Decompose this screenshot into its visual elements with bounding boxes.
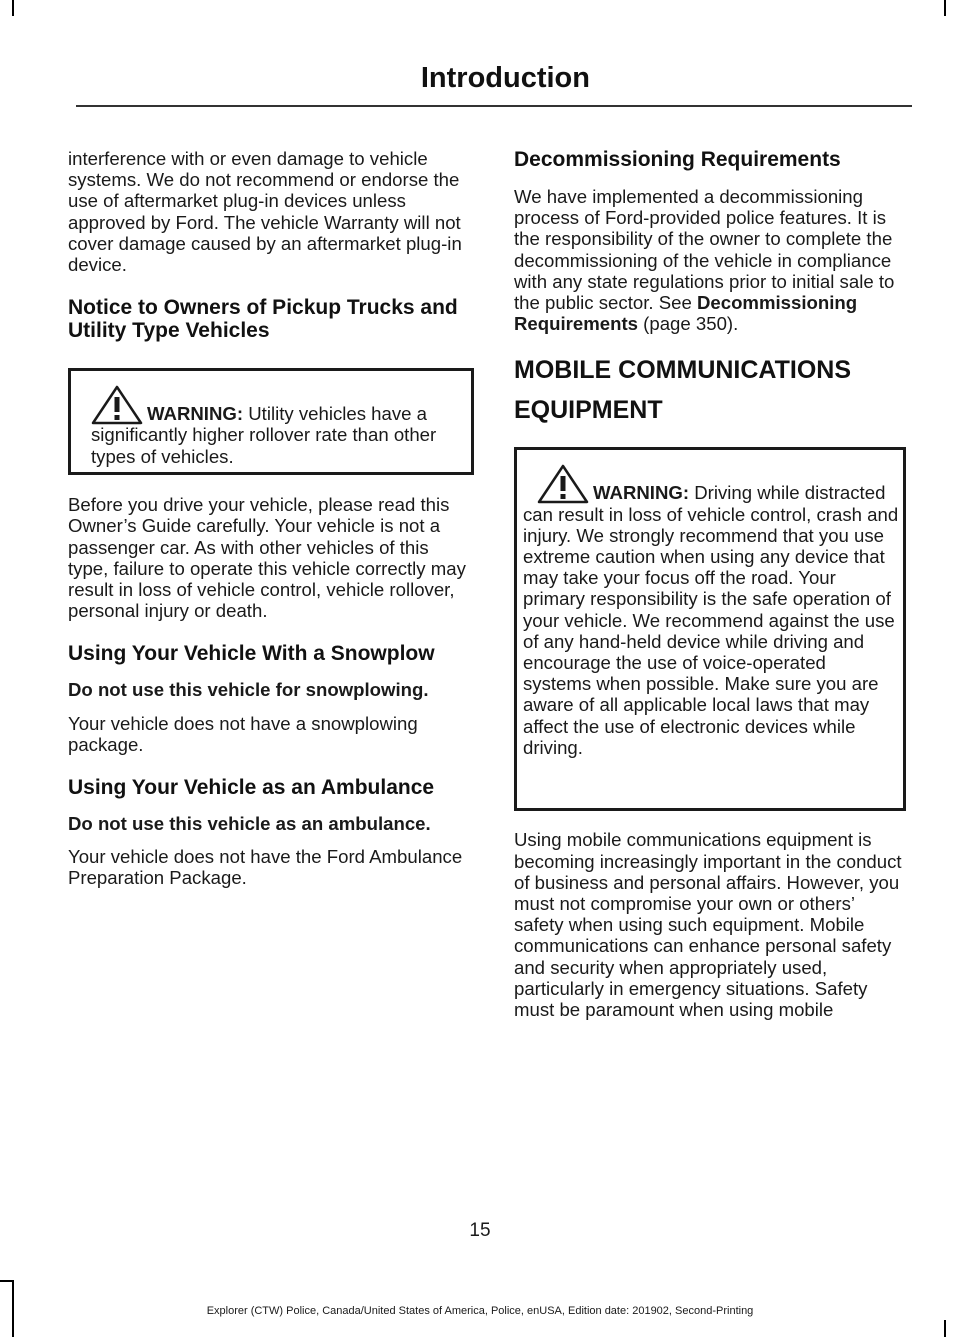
snowplow-subhead: Do not use this vehicle for snowplowing.: [68, 679, 429, 701]
warning-label: WARNING:: [147, 403, 244, 425]
mobile-heading-line1: MOBILE COMMUNICATIONS: [514, 356, 852, 385]
pickup-heading: Notice to Owners of Pickup Trucks and Utility Type Vehicles: [68, 296, 458, 343]
warning-body: Utility vehicles have a significantly higher rollover rate than other types of vehicles.: [91, 403, 437, 467]
page-number: 15: [469, 1220, 491, 1241]
mobile-paragraph: Using mobile communications equipment is becoming increasingly important in the conduct of business and personal affairs. However, you must not compromise your own or others’ safety when using such equipment. Mobile communications can enhance personal safety and security when appropriately used, particularly in emergency situations. Safety must be paramount when using mobile: [514, 829, 902, 1021]
crop-mark-top-right: [944, 0, 946, 16]
decommissioning-link[interactable]: Decommissioning Requirements: [514, 292, 858, 335]
footer-edition: Explorer (CTW) Police, Canada/United States of America, Police, enUSA, Edition date: 201902, Second-Printing: [206, 1305, 754, 1317]
decommissioning-paragraph: We have implemented a decommissioning process of Ford-provided police features. It is the responsibility of the owner to complete the decommissioning of the vehicle in compliance with any state regulations prior to initial sale to the public sector. See Decommissioning Requirements (page 350).: [514, 186, 895, 335]
intro-paragraph: interference with or even damage to vehicle systems. We do not recommend or endorse the use of aftermarket plug-in devices unless approved by Ford. The vehicle Warranty will not cover damage caused by an aftermarket plug-in device.: [68, 148, 462, 276]
decommissioning-heading: Decommissioning Requirements: [514, 148, 841, 171]
ambulance-paragraph: Your vehicle does not have the Ford Ambulance Preparation Package.: [68, 846, 463, 889]
warning-box-distraction: [514, 447, 906, 811]
warning-label: WARNING:: [593, 482, 690, 504]
page-title: Introduction: [420, 62, 590, 94]
crop-mark-top-left: [12, 0, 14, 16]
right-column: [514, 148, 906, 1020]
left-column: [68, 148, 474, 889]
ambulance-heading: Using Your Vehicle as an Ambulance: [68, 776, 435, 800]
warning-box-rollover: [68, 368, 474, 475]
ambulance-subhead: Do not use this vehicle as an ambulance.: [68, 813, 431, 835]
owners-paragraph: Before you drive your vehicle, please read this Owner’s Guide carefully. Your vehicle is not a passenger car. As with other vehicles of this type, failure to operate this vehicle correctly may result in loss of vehicle control, vehicle rollover, personal injury or death.: [68, 494, 466, 622]
warning-triangle-icon: [91, 385, 143, 425]
mobile-heading-line2: EQUIPMENT: [514, 396, 663, 425]
snowplow-heading: Using Your Vehicle With a Snowplow: [68, 642, 435, 666]
crop-mark-bottom-left-h: [0, 1280, 14, 1282]
header-divider: [76, 105, 912, 107]
crop-mark-bottom-right: [944, 1320, 946, 1337]
warning-rollover-text: [91, 403, 463, 467]
page-reference: (page 350).: [638, 313, 739, 335]
warning-distraction-text: [523, 482, 899, 758]
snowplow-paragraph: Your vehicle does not have a snowplowing package.: [68, 712, 418, 755]
warning-body: Driving while distracted can result in loss of vehicle control, crash and injury. We strongly recommend that you use extreme caution when using any device that may take your focus off the road. Your primary responsibility is the safe operation of your vehicle. We recommend against the use of any hand-held device while driving and encourage the use of voice-operated systems when possible. Make sure you are aware of all applicable local laws that may affect the use of electronic devices while driving.: [523, 482, 899, 758]
warning-triangle-icon: [537, 464, 589, 504]
